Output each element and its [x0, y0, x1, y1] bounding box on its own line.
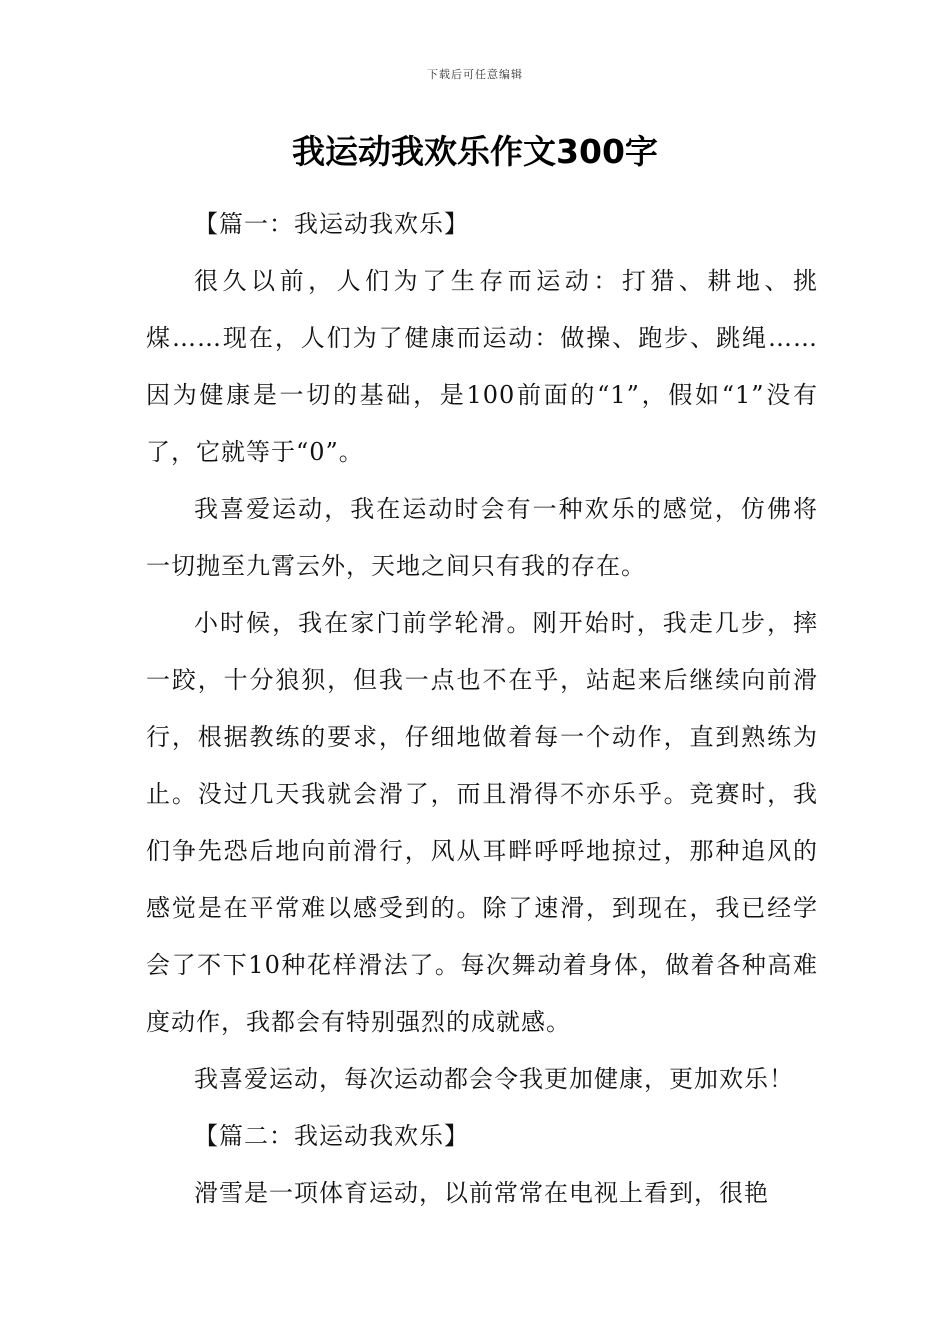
document-title: 我运动我欢乐作文300字 [292, 132, 658, 171]
header-note: 下载后可任意编辑 [427, 68, 523, 81]
document-body [146, 196, 818, 1222]
paragraph: 很久以前，人们为了生存而运动：打猎、耕地、挑煤……现在，人们为了健康而运动：做操、跑步、跳绳……因为健康是一切的基础，是100前面的“1”，假如“1”没有了，它就等于“0”。 [146, 267, 818, 466]
paragraph: 我喜爱运动，每次运动都会令我更加健康，更加欢乐！ [194, 1065, 794, 1093]
section-heading-2: 【篇二：我运动我欢乐】 [194, 1122, 469, 1150]
paragraph: 小时候，我在家门前学轮滑。刚开始时，我走几步，摔一跤，十分狼狈，但我一点也不在乎，站起来后继续向前滑行，根据教练的要求，仔细地做着每一个动作，直到熟练为止。没过几天我就会滑了，而且滑得不亦乐乎。竞赛时，我们争先恐后地向前滑行，风从耳畔呼呼地掠过，那种追风的感觉是在平常难以感受到的。除了速滑，到现在，我已经学会了不下10种花样滑法了。每次舞动着身体，做着各种高难度动作，我都会有特别强烈的成就感。 [146, 609, 818, 1036]
paragraph: 我喜爱运动，我在运动时会有一种欢乐的感觉，仿佛将一切抛至九霄云外，天地之间只有我的存在。 [146, 495, 818, 580]
paragraph: 滑雪是一项体育运动，以前常常在电视上看到，很艳 [194, 1179, 769, 1207]
section-heading-1: 【篇一：我运动我欢乐】 [194, 210, 469, 238]
